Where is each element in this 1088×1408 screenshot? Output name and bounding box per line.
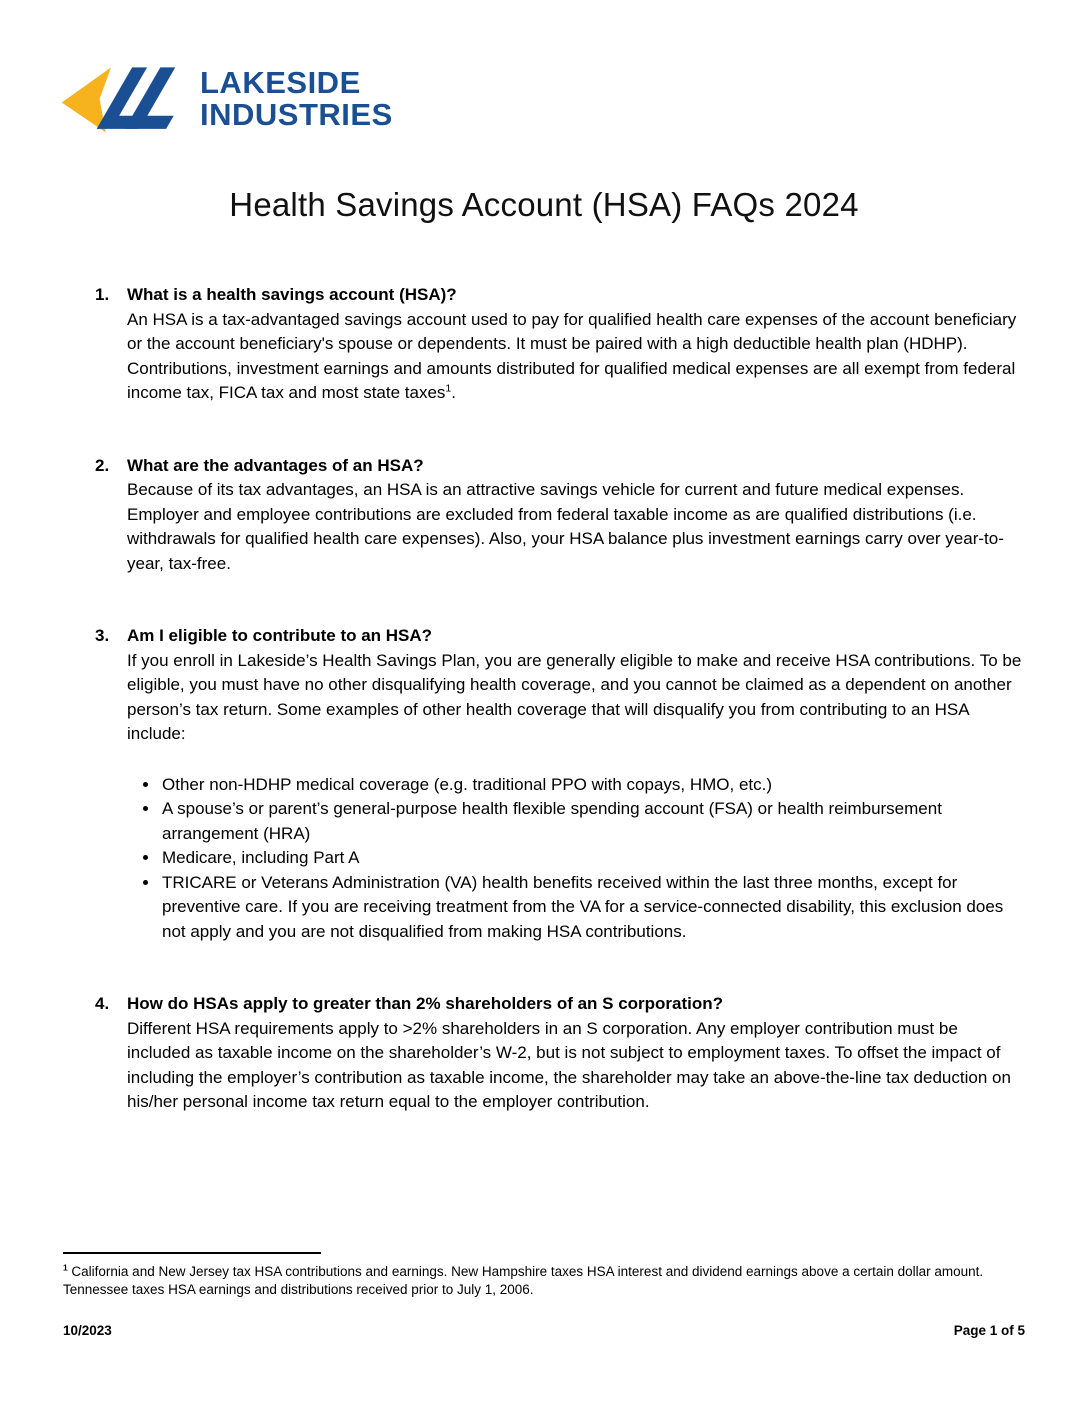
logo-wordmark [200, 67, 393, 130]
footer-page-number: Page 1 of 5 [953, 1323, 1025, 1338]
disqualifying-coverage-list [133, 773, 1025, 945]
page-footer [63, 1323, 1025, 1338]
faq-item-4 [63, 992, 1025, 1115]
page-title: Health Savings Account (HSA) FAQs 2024 [229, 186, 859, 223]
footnote-marker: 1 [63, 1262, 68, 1273]
faq-answer: Different HSA requirements apply to >2% shareholders in an S corporation. Any employer contribution must be included as taxable income on the shareholder’s W-2, but is not subject to employment taxes. To offset the impact of including the employer’s contribution as taxable income, the shareholder may take an above-the-line tax deduction on his/her personal income tax return equal to the employer contribution. [127, 1018, 1011, 1111]
faq-question: How do HSAs apply to greater than 2% shareholders of an S corporation? [127, 994, 724, 1013]
faq-item-3 [63, 624, 1025, 944]
faq-question: Am I eligible to contribute to an HSA? [127, 626, 433, 645]
faq-answer: If you enroll in Lakeside’s Health Savings Plan, you are generally eligible to make and receive HSA contributions. To be eligible, you must have no other disqualifying health coverage, and you cannot be claimed as a dependent on another person’s tax return. Some examples of other health coverage that will disqualify you from contributing to an HSA include: [127, 650, 1022, 743]
list-item: • Medicare, including Part A [160, 846, 1025, 871]
list-item: • TRICARE or Veterans Administration (VA) health benefits received within the last three months, except for preventive care. If you are receiving treatment from the VA for a service-connected disability, this exclusion does not apply and you are not disqualified from making HSA contributions. [160, 871, 1025, 945]
lakeside-logo [60, 56, 393, 142]
faq-number: 3. [95, 626, 110, 645]
faq-item-2 [63, 454, 1025, 577]
footnote-text: California and New Jersey tax HSA contributions and earnings. New Hampshire taxes HSA interest and dividend earnings above a certain dollar amount. Tennessee taxes HSA earnings and distributions received prior to July 1, 2006. [63, 1264, 984, 1297]
faq-number: 2. [95, 455, 110, 475]
faq-number: 4. [95, 994, 110, 1013]
faq-item-1 [63, 283, 1025, 406]
list-item: • A spouse’s or parent’s general-purpose health flexible spending account (FSA) or health reimbursement arrangement (HRA) [160, 797, 1025, 846]
faq-question: What are the advantages of an HSA? [127, 455, 424, 475]
logo-line1: LAKESIDE [200, 65, 361, 101]
footnote-separator [63, 1252, 321, 1254]
list-item: • Other non-HDHP medical coverage (e.g. traditional PPO with copays, HMO, etc.) [160, 773, 1025, 798]
footnote [63, 1263, 1025, 1299]
faq-number: 1. [95, 285, 110, 304]
logo-line2: INDUSTRIES [200, 97, 393, 132]
faq-answer-text: An HSA is a tax-advantaged savings account used to pay for qualified health care expenses of the account beneficiary or the account beneficiary's spouse or dependents. It must be paired with a high deductible health plan (HDHP). Contributions, investment earnings and amounts distributed for qualified medical expenses are all exempt from federal income tax, FICA tax and most state taxes [127, 309, 1017, 402]
lakeside-logo-icon [60, 56, 192, 142]
faq-answer: Because of its tax advantages, an HSA is an attractive savings vehicle for current and future medical expenses. Employer and employee contributions are excluded from federal taxable income as are qualified distributions (i.e. withdrawals for qualified health care expenses). Also, your HSA balance plus investment earnings carry over year-to-year, tax-free. [127, 480, 1004, 573]
footer-date: 10/2023 [63, 1323, 112, 1338]
faq-list [63, 283, 1025, 1163]
faq-answer [127, 308, 1025, 406]
faq-question: What is a health savings account (HSA)? [127, 285, 457, 304]
footnote-area [63, 1252, 1025, 1338]
faq-answer-end: . [451, 383, 457, 402]
footnote-reference: 1 [445, 382, 452, 395]
